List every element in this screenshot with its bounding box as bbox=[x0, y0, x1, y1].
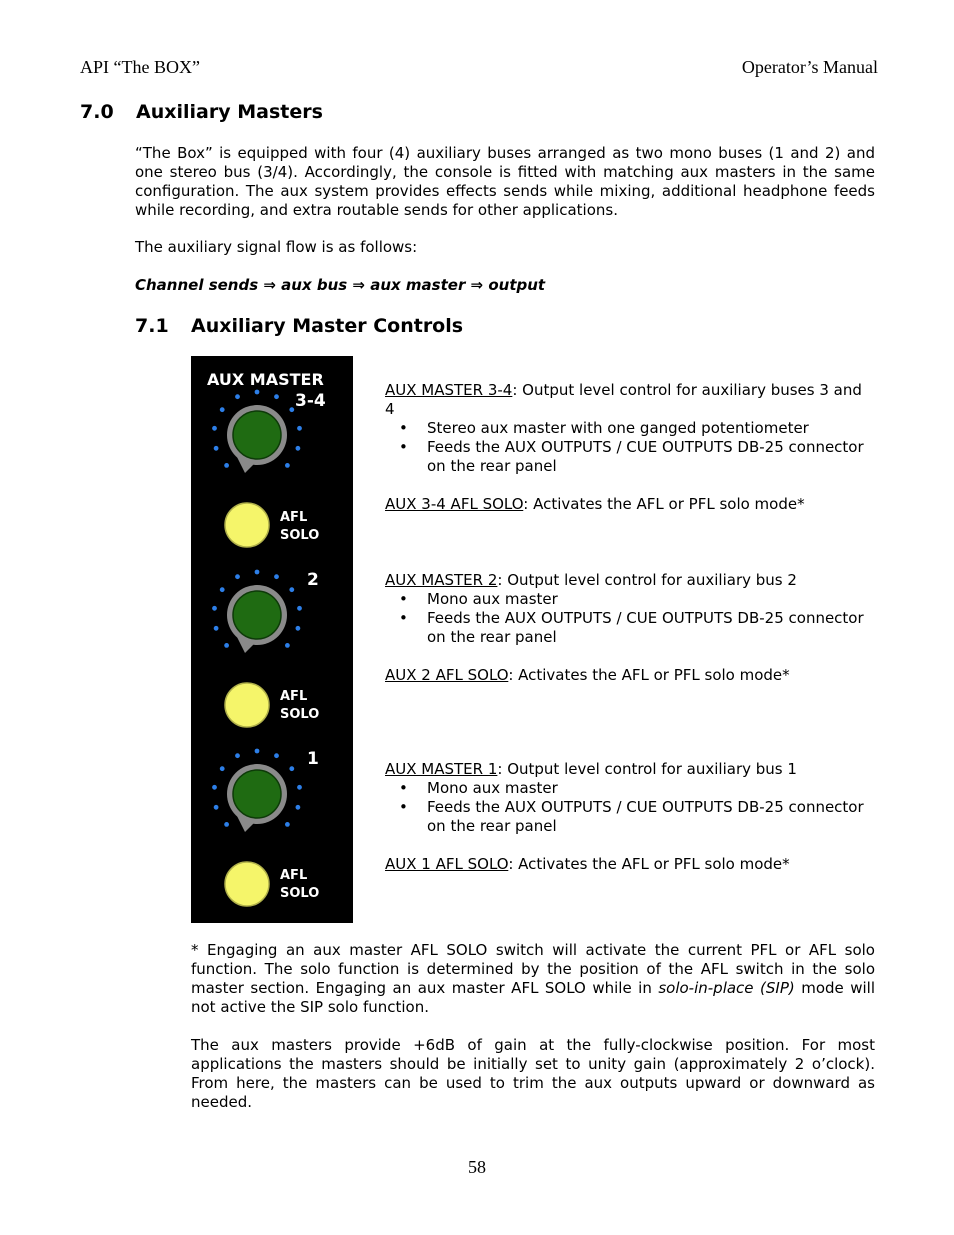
led-dot bbox=[274, 394, 279, 399]
led-dot bbox=[224, 463, 229, 468]
footnote-paragraph bbox=[191, 941, 875, 1017]
led-dot bbox=[285, 822, 290, 827]
led-dot bbox=[297, 426, 302, 431]
led-dot bbox=[220, 587, 225, 592]
led-dot bbox=[212, 606, 217, 611]
section-title: Auxiliary Masters bbox=[136, 101, 323, 123]
led-dot bbox=[297, 785, 302, 790]
solo-label: SOLO bbox=[280, 886, 320, 901]
list-item: • Feeds the AUX OUTPUTS / CUE OUTPUTS DB-25 connector on the rear panel bbox=[385, 438, 865, 476]
afl-label: AFL bbox=[280, 689, 308, 704]
control-name: AUX MASTER 3-4 bbox=[385, 381, 513, 399]
aux-master-panel-image bbox=[191, 356, 353, 923]
led-dot bbox=[296, 805, 301, 810]
panel-label-2: 2 bbox=[307, 570, 319, 590]
led-dot bbox=[220, 766, 225, 771]
led-dot bbox=[212, 785, 217, 790]
page-number: 58 bbox=[468, 1157, 486, 1177]
led-dot bbox=[214, 446, 219, 451]
section-number: 7.0 bbox=[80, 101, 114, 123]
list-item: • Stereo aux master with one ganged potentiometer bbox=[385, 419, 865, 438]
section-7-1-heading bbox=[135, 315, 463, 337]
signal-flow: Channel sends ⇒ aux bus ⇒ aux master ⇒ output bbox=[135, 276, 546, 294]
bullet-list bbox=[385, 590, 865, 647]
aux-1-knob-icon bbox=[212, 749, 302, 832]
solo-label: SOLO bbox=[280, 707, 320, 722]
list-item: • Feeds the AUX OUTPUTS / CUE OUTPUTS DB-25 connector on the rear panel bbox=[385, 798, 865, 836]
aux-2-knob-icon bbox=[212, 570, 302, 653]
gain-paragraph: The aux masters provide +6dB of gain at the fully-clockwise position. For most applications the masters should be initially set to unity gain (approximately 2 o’clock). From here, the masters can be used to trim the aux outputs upward or downward as needed. bbox=[191, 1036, 875, 1111]
bullet-list bbox=[385, 419, 865, 476]
aux-1-afl-solo-button-icon bbox=[225, 862, 319, 906]
section-title: Auxiliary Master Controls bbox=[191, 315, 464, 337]
solo-desc: : Activates the AFL or PFL solo mode* bbox=[508, 666, 790, 684]
footnote-text: * Engaging an aux master AFL SOLO switch will activate the current PFL or AFL solo function. The solo function is determined by the position of the AFL switch in the solo master section. Engaging an aux master AFL SOLO while in bbox=[191, 941, 875, 997]
control-desc: : Output level control for auxiliary buses 3 and 4 bbox=[385, 381, 862, 418]
header-manual-name: Operator’s Manual bbox=[741, 57, 878, 77]
led-dot bbox=[274, 574, 279, 579]
list-item: • Mono aux master bbox=[385, 590, 865, 609]
control-name: AUX MASTER 2 bbox=[385, 571, 498, 589]
led-dot bbox=[297, 606, 302, 611]
led-dot bbox=[214, 626, 219, 631]
led-dot bbox=[296, 626, 301, 631]
aux-master-panel-drawing bbox=[191, 356, 353, 923]
control-name: AUX MASTER 1 bbox=[385, 760, 498, 778]
led-dot bbox=[289, 587, 294, 592]
led-dot bbox=[289, 766, 294, 771]
led-dot bbox=[235, 753, 240, 758]
aux-2-description bbox=[385, 571, 865, 685]
aux-3-4-afl-solo-button-icon bbox=[225, 503, 319, 547]
led-dot bbox=[224, 643, 229, 648]
knob-cap bbox=[233, 591, 281, 639]
aux-3-4-description bbox=[385, 381, 865, 514]
control-desc: : Output level control for auxiliary bus 2 bbox=[497, 571, 797, 589]
knob-cap bbox=[233, 411, 281, 459]
led-dot bbox=[235, 574, 240, 579]
led-dot bbox=[255, 570, 260, 575]
led-dot bbox=[274, 753, 279, 758]
footnote-italic: solo-in-place (SIP) bbox=[658, 979, 795, 997]
knob-cap bbox=[233, 770, 281, 818]
led-dot bbox=[255, 749, 260, 754]
solo-name: AUX 3-4 AFL SOLO bbox=[385, 495, 524, 513]
bullet-list bbox=[385, 779, 865, 836]
panel-title-line1: AUX MASTER bbox=[207, 370, 324, 389]
led-dot bbox=[285, 463, 290, 468]
flow-intro: The auxiliary signal flow is as follows: bbox=[135, 238, 418, 256]
list-item: • Feeds the AUX OUTPUTS / CUE OUTPUTS DB-25 connector on the rear panel bbox=[385, 609, 865, 647]
section-7-0-heading bbox=[80, 101, 323, 123]
led-dot bbox=[214, 805, 219, 810]
solo-desc: : Activates the AFL or PFL solo mode* bbox=[508, 855, 790, 873]
led-dot bbox=[255, 390, 260, 395]
led-dot bbox=[212, 426, 217, 431]
led-dot bbox=[224, 822, 229, 827]
section-number: 7.1 bbox=[135, 315, 169, 337]
aux-2-afl-solo-button-icon bbox=[225, 683, 319, 727]
footnote-text-end: mode will not active the SIP solo function. bbox=[191, 979, 875, 1016]
header-title: API “The BOX” bbox=[80, 57, 200, 77]
control-desc: : Output level control for auxiliary bus 1 bbox=[497, 760, 797, 778]
led-dot bbox=[285, 643, 290, 648]
aux-3-4-knob-icon bbox=[212, 390, 302, 473]
panel-title-line2: 3-4 bbox=[295, 391, 326, 411]
led-dot bbox=[235, 394, 240, 399]
solo-label: SOLO bbox=[280, 528, 320, 543]
solo-name: AUX 1 AFL SOLO bbox=[385, 855, 509, 873]
aux-1-description bbox=[385, 760, 865, 874]
led-dot bbox=[296, 446, 301, 451]
led-dot bbox=[220, 407, 225, 412]
led-dot bbox=[289, 407, 294, 412]
list-item: • Mono aux master bbox=[385, 779, 865, 798]
afl-label: AFL bbox=[280, 510, 308, 525]
afl-label: AFL bbox=[280, 868, 308, 883]
solo-desc: : Activates the AFL or PFL solo mode* bbox=[523, 495, 805, 513]
panel-label-1: 1 bbox=[307, 749, 319, 769]
solo-name: AUX 2 AFL SOLO bbox=[385, 666, 509, 684]
intro-paragraph: “The Box” is equipped with four (4) auxiliary buses arranged as two mono buses (1 and 2) and one stereo bus (3/4). Accordingly, the console is fitted with matching aux masters in the same configuration. The aux system provides effects sends while mixing, additional headphone feeds while recording, and extra routable sends for other applications. bbox=[135, 144, 875, 219]
